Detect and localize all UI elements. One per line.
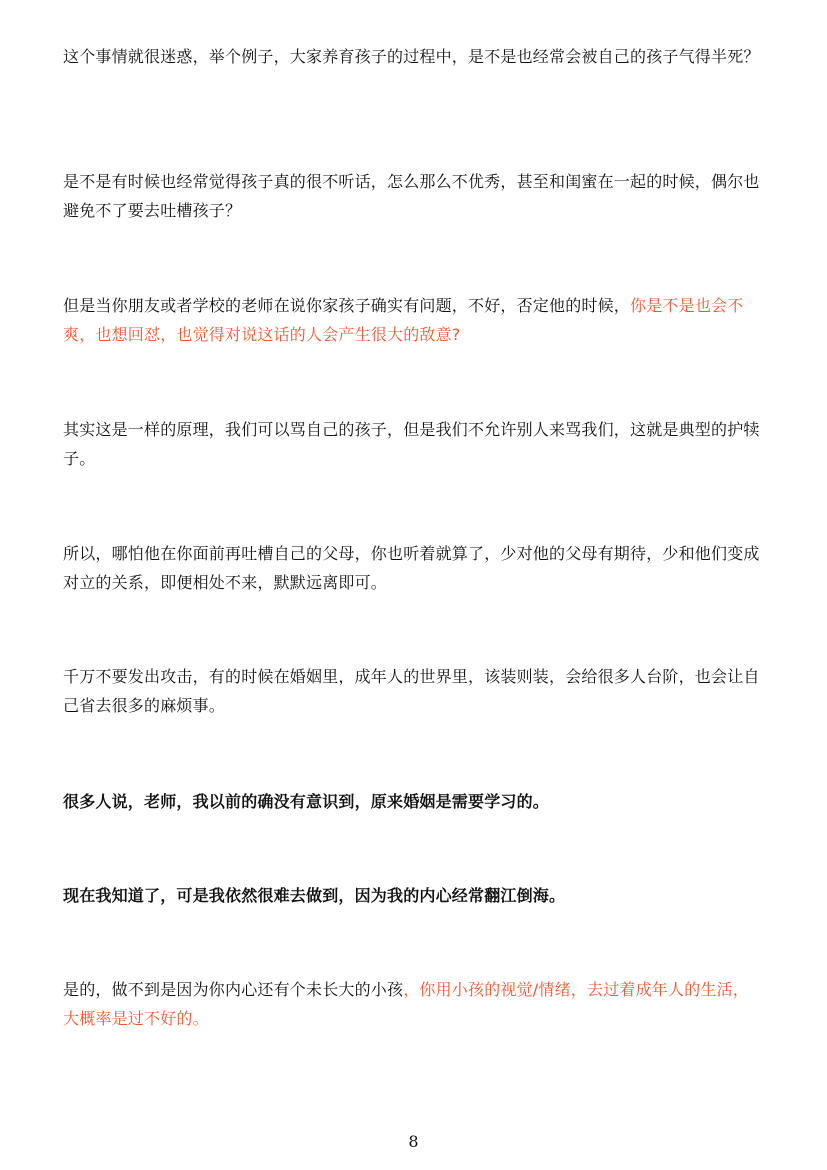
paragraph-8-text: 现在我知道了，可是我依然很难去做到，因为我的内心经常翻江倒海。: [63, 886, 566, 905]
paragraph-2-text: 是不是有时候也经常觉得孩子真的很不听话，怎么那么不优秀，甚至和闺蜜在一起的时候，偶尔也避免不了要去吐槽孩子？: [63, 172, 760, 220]
paragraph-5-text: 所以，哪怕他在你面前再吐槽自己的父母，你也听着就算了，少对他的父母有期待，少和他们变成对立的关系，即便相处不来，默默远离即可。: [63, 544, 760, 592]
paragraph-3-text: 但是当你朋友或者学校的老师在说你家孩子确实有问题，不好，否定他的时候，: [63, 296, 631, 315]
paragraph-6: [63, 662, 763, 720]
paragraph-9: [63, 975, 763, 1033]
paragraph-6-text: 千万不要发出攻击，有的时候在婚姻里，成年人的世界里，该装则装，会给很多人台阶，也会让自己省去很多的麻烦事。: [63, 667, 760, 715]
paragraph-2: [63, 167, 763, 225]
paragraph-4-text: 其实这是一样的原理，我们可以骂自己的孩子，但是我们不允许别人来骂我们，这就是典型的护犊子。: [63, 420, 760, 468]
page-number: 8: [408, 1132, 419, 1151]
paragraph-4: [63, 415, 763, 473]
paragraph-7-text: 很多人说，老师，我以前的确没有意识到，原来婚姻是需要学习的。: [63, 792, 550, 811]
paragraph-9-highlight: ，你用小孩的视觉/情绪，去过着成年人的生活，大概率是过不好的。: [63, 980, 749, 1028]
paragraph-8: [63, 881, 763, 910]
paragraph-9-text: 是的，做不到是因为你内心还有个未长大的小孩: [63, 980, 404, 999]
paragraph-3: [63, 291, 763, 349]
paragraph-1: [63, 42, 763, 71]
paragraph-5: [63, 539, 763, 597]
paragraph-7: [63, 787, 763, 816]
paragraph-1-text: 这个事情就很迷惑，举个例子，大家养育孩子的过程中，是不是也经常会被自己的孩子气得半死？: [63, 47, 760, 66]
paragraph-3-highlight: 你是不是也会不爽，也想回怼，也觉得对说这话的人会产生很大的敌意?: [63, 296, 744, 344]
